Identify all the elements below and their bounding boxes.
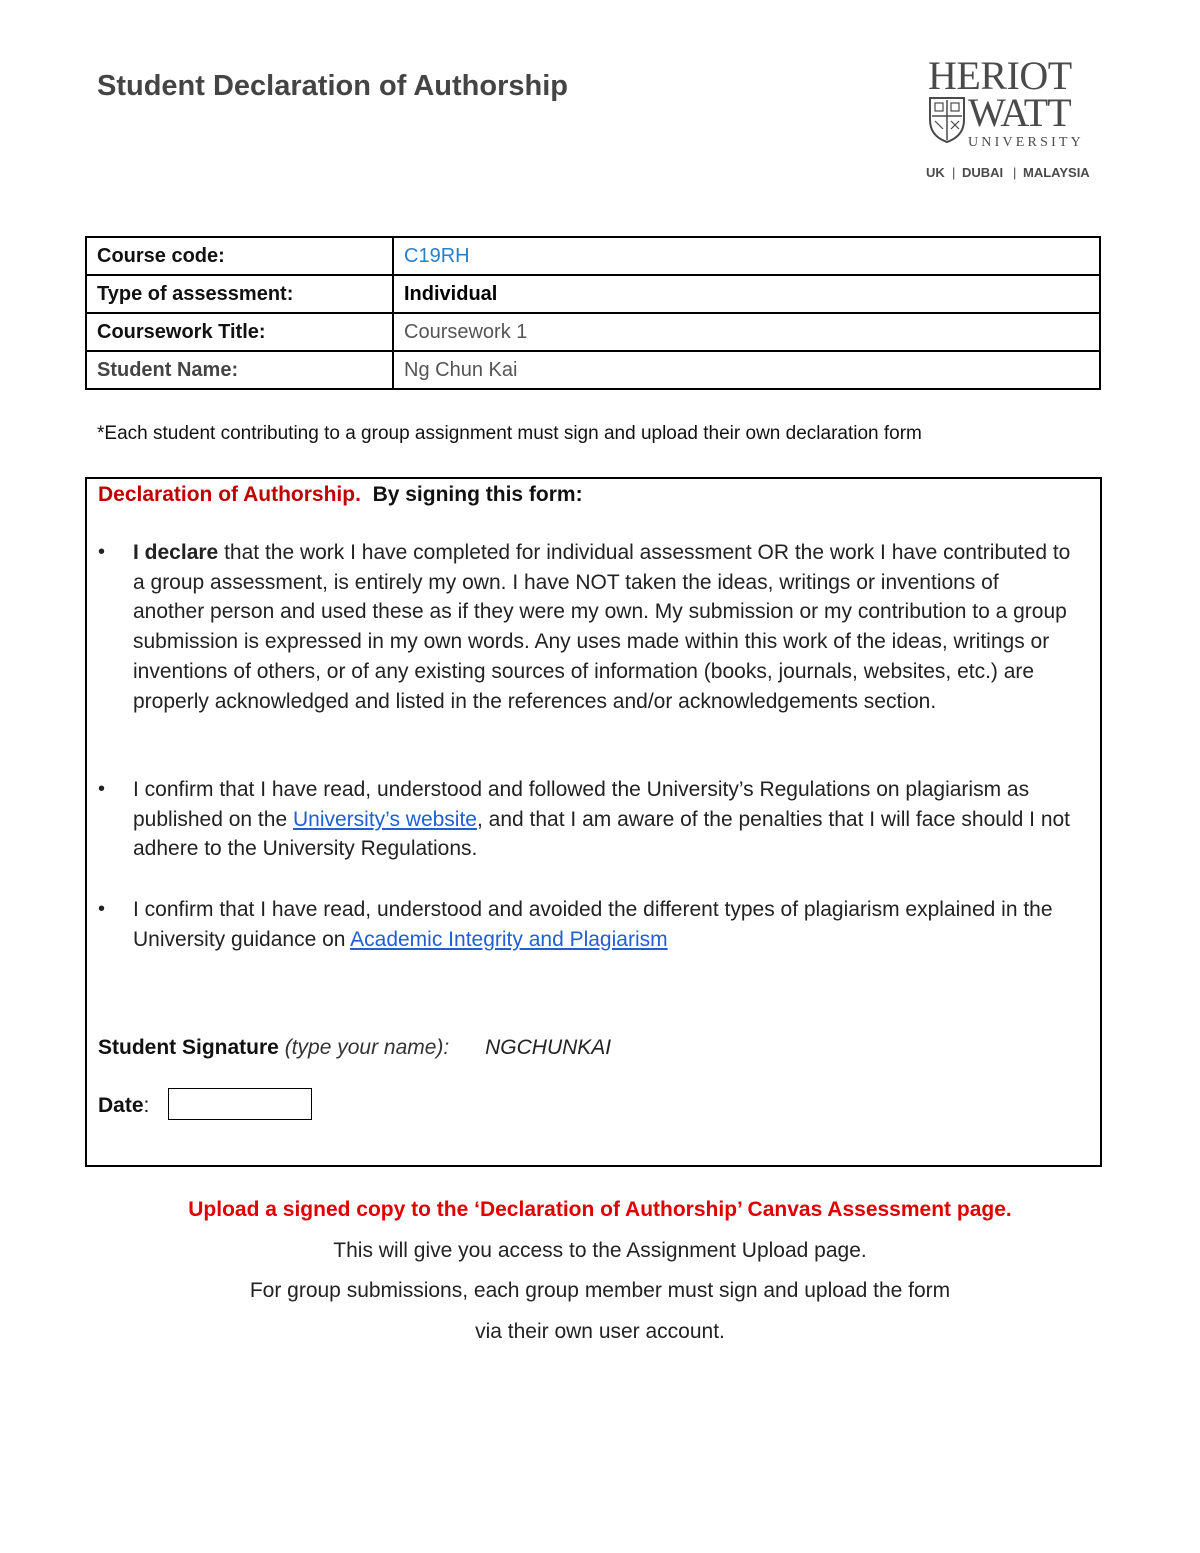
upload-instruction: Upload a signed copy to the ‘Declaration of Authorship’ Canvas Assessment page. bbox=[188, 1198, 1012, 1221]
logo-line3: UNIVERSITY bbox=[968, 135, 1084, 150]
footer-line: via their own user account. bbox=[475, 1320, 725, 1343]
logo-line1: HERIOT bbox=[928, 56, 1072, 98]
bullet-icon: • bbox=[98, 541, 106, 563]
table-row bbox=[86, 237, 1100, 275]
student-name-value: Ng Chun Kai bbox=[393, 351, 1100, 389]
bullet-icon: • bbox=[98, 898, 106, 920]
university-website-link[interactable]: University’s website bbox=[292, 807, 477, 831]
bullet-text bbox=[133, 895, 1073, 954]
date-row bbox=[98, 1094, 149, 1118]
signature-row bbox=[98, 1036, 611, 1060]
logo-line2: WATT bbox=[968, 90, 1071, 135]
university-logo bbox=[926, 56, 1106, 186]
bullet-icon: • bbox=[98, 778, 106, 800]
academic-integrity-link[interactable]: Academic Integrity and Plagiarism bbox=[350, 927, 668, 951]
coursework-title-value: Coursework 1 bbox=[393, 313, 1100, 351]
declaration-box bbox=[85, 477, 1102, 1167]
group-note: *Each student contributing to a group assignment must sign and upload their own declaration form bbox=[97, 423, 922, 444]
table-row bbox=[86, 351, 1100, 389]
table-row bbox=[86, 275, 1100, 313]
date-label: Date bbox=[98, 1094, 144, 1117]
declaration-heading-rest: By signing this form: bbox=[372, 483, 583, 506]
date-field[interactable] bbox=[168, 1088, 312, 1120]
coursework-title-label: Coursework Title: bbox=[86, 313, 393, 351]
course-code-value: C19RH bbox=[393, 237, 1100, 275]
page-title: Student Declaration of Authorship bbox=[97, 70, 568, 102]
assessment-type-label: Type of assessment: bbox=[86, 275, 393, 313]
logo-separator: | bbox=[952, 165, 956, 180]
logo-location-dubai: DUBAI bbox=[962, 165, 1004, 180]
declaration-heading bbox=[98, 483, 583, 507]
footer-line: For group submissions, each group member must sign and upload the form bbox=[249, 1279, 951, 1302]
regulations-text: I confirm that I have read, understood and followed the University’s Regulations on plagiarism as published on the bbox=[133, 778, 1030, 831]
logo-separator: | bbox=[1013, 165, 1017, 180]
signature-hint: (type your name): bbox=[284, 1036, 450, 1059]
declare-bold: I declare bbox=[133, 541, 219, 564]
assessment-type-value: Individual bbox=[393, 275, 1100, 313]
course-code-label: Course code: bbox=[86, 237, 393, 275]
crest-icon bbox=[930, 98, 964, 142]
regulations-text-end: , and that I am aware of the penalties that I will face should I not adhere to the University Regulations. bbox=[133, 807, 1071, 861]
bullet-text bbox=[133, 775, 1073, 864]
declare-text: that the work I have completed for individual assessment OR the work I have contributed to a group assessment, is entirely my own. I have NOT taken the ideas, writings or inventions of another person and used these as if they were my own. My submission or my contribution to a group submission is expressed in my own words. Any uses made within this work of the ideas, writings or inventions of others, or of any existing sources of information (books, journals, websites, etc.) are properly acknowledged and listed in the references and/or acknowledgements section. bbox=[133, 541, 1071, 713]
date-colon: : bbox=[143, 1094, 150, 1117]
signature-value[interactable]: NGCHUNKAI bbox=[485, 1036, 612, 1059]
logo-location-malaysia: MALAYSIA bbox=[1023, 165, 1090, 180]
footer-line: This will give you access to the Assignment Upload page. bbox=[333, 1239, 867, 1262]
plagiarism-text: I confirm that I have read, understood and avoided the different types of plagiarism explained in the University guidance on bbox=[133, 898, 1053, 951]
table-row bbox=[86, 313, 1100, 351]
bullet-text bbox=[133, 538, 1073, 716]
logo-location-uk: UK bbox=[926, 165, 945, 180]
declaration-heading-red: Declaration of Authorship. bbox=[98, 483, 361, 506]
signature-label: Student Signature bbox=[98, 1036, 279, 1059]
student-name-label: Student Name: bbox=[86, 351, 393, 389]
assessment-info-table bbox=[85, 236, 1101, 390]
